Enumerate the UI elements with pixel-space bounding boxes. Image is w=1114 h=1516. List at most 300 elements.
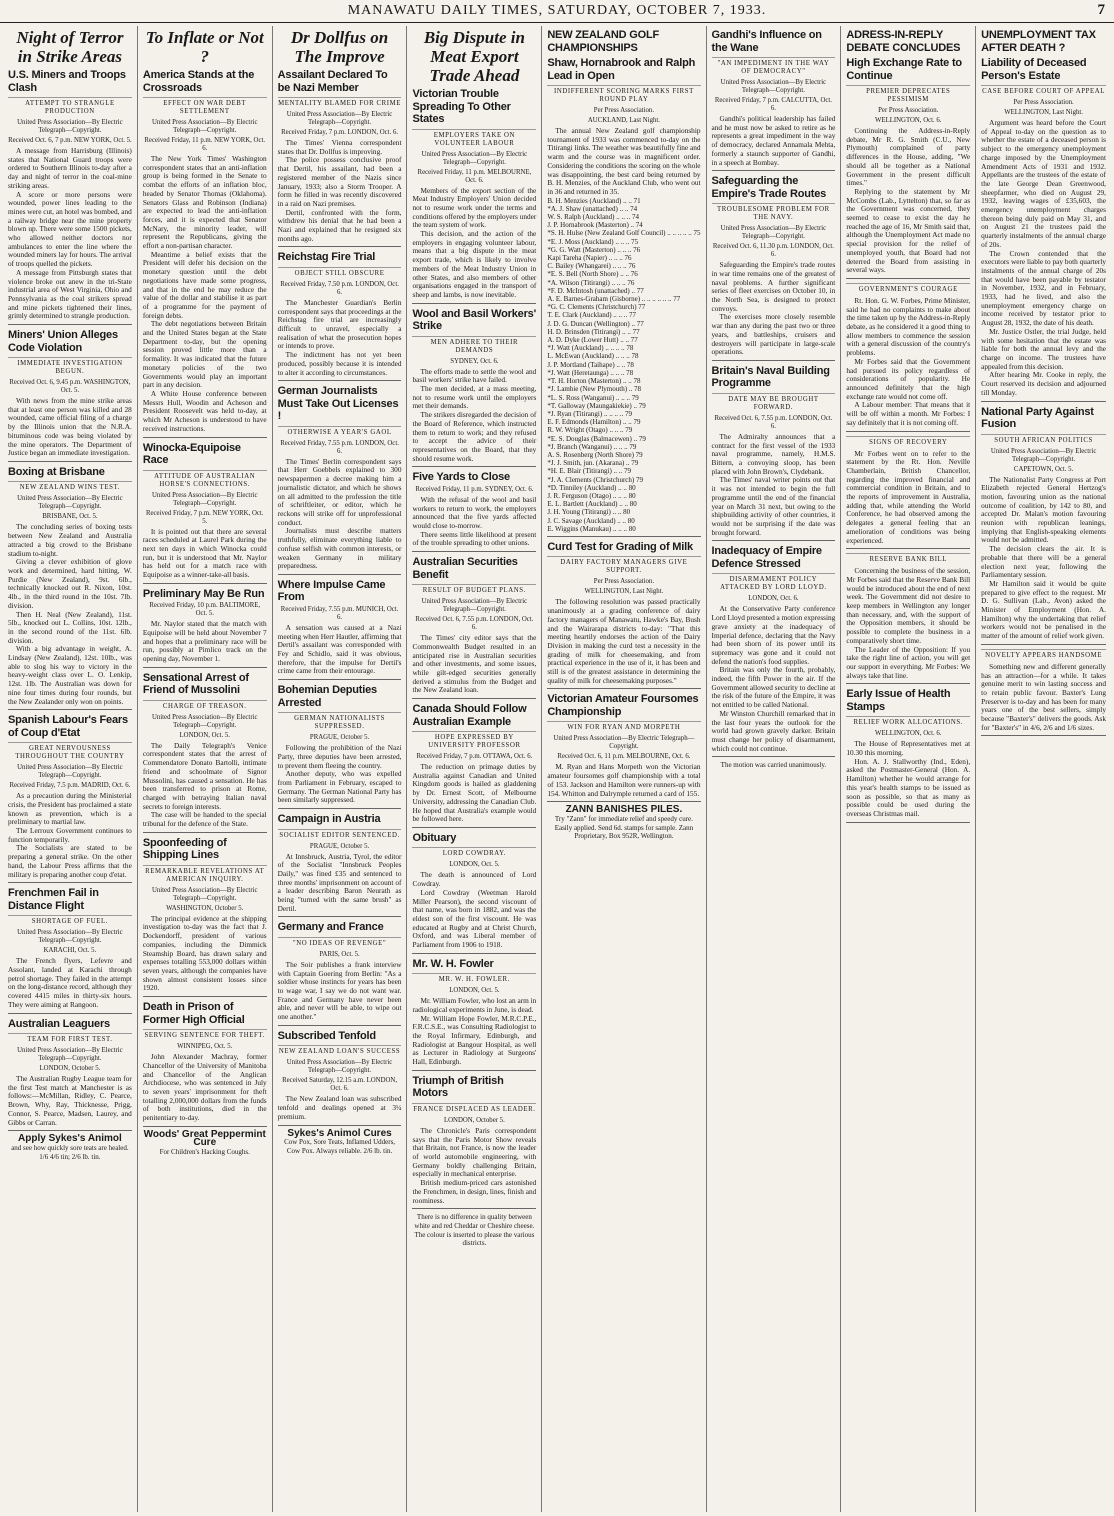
credit: United Press Association—By Electric Telegraph—Copyright. xyxy=(720,225,827,241)
advert-text: Try "Zann" for immediate relief and speedy cure. Easily applied. Send 6d. stamps for sample. Zann Proprietary, Box 952R, Wellington. xyxy=(554,815,694,841)
advert-text: and see how quickly sore teats are healed. 1/6 4/6 tin; 2/6 lb. tin. xyxy=(11,1143,129,1161)
score-row: *F. D. McIntosh (unattached) .. 77 xyxy=(547,286,644,295)
score-row: J. H. Young (Titirangi) .. .. 80 xyxy=(547,508,631,517)
paragraph: With the refusal of the wool and basil workers to return to work, the employers announced that the five yards affected would close to-morrow. xyxy=(412,494,537,530)
subheadline-secondary: Shaw, Hornabrook and Ralph Lead in Open xyxy=(547,57,696,82)
score-row: *A. J. Shaw (unattached) .. .. 74 xyxy=(547,204,638,213)
deck: TROUBLESOME PROBLEM FOR THE NAVY. xyxy=(712,203,836,222)
deck: EMPLOYERS TAKE ON VOLUNTEER LABOUR xyxy=(412,129,536,148)
subheadline: Spoonfeeding of Shipping Lines xyxy=(142,836,227,862)
article-body xyxy=(8,1075,132,1127)
dateline: Received Oct. 6, 7 p.m. NEW YORK, Oct. 5. xyxy=(8,137,132,144)
paragraph: A message from Harrisburg (Illinois) states that National Guard troops were ordered to Southern Illinois to-day after a day and night of terror in the coal-mine striking areas. xyxy=(8,146,132,190)
article-body xyxy=(8,792,132,879)
credit: United Press Association—By Electric Telegraph—Copyright. xyxy=(990,447,1097,463)
score-row: A. E. Barnes-Graham (Gisborne) .. .. .. .. .. .. 77 xyxy=(547,295,681,304)
article-signs-of-recovery xyxy=(846,436,970,550)
dateline: Received Oct. 6, 7.55 p.m. LONDON, Oct. 6. xyxy=(714,414,833,430)
dateline: KARACHI, Oct. 5. xyxy=(43,947,97,955)
article-meat-export xyxy=(412,28,536,304)
article-trade-routes xyxy=(712,175,836,361)
article-body xyxy=(143,742,267,829)
subheadline: Death in Prison of Former High Official xyxy=(142,1001,245,1026)
paragraph: Replying to the statement by Mr McCombs (Lab., Lyttelton) that, so far as the Government was concerned, they seemed to cease to exist the day he reached the age of 16, Mr Smith said that, although the Unemployment Act made no special provision for the relief of unemployed youth, that Board had not deterred the Board from assisting in several ways. xyxy=(846,186,971,275)
score-row: J. C. Savage (Auckland) .. .. 80 xyxy=(547,516,635,525)
score-row: E. Wiggins (Manukau) .. .. .. 80 xyxy=(547,524,636,533)
deck: DATE MAY BE BROUGHT FORWARD. xyxy=(712,393,836,412)
score-row: *J. A. Clements (Christchurch) 79 xyxy=(547,475,643,484)
subheadline: ADRESS-IN-REPLY DEBATE CONCLUDES xyxy=(846,29,961,54)
subheadline: UNEMPLOYMENT TAX AFTER DEATH ? xyxy=(981,29,1096,54)
headline: To Inflate or Not ? xyxy=(145,28,264,66)
subheadline-secondary: High Exchange Rate to Continue xyxy=(846,57,962,82)
score-row: *J. J. Smith, jun. (Akarana) .. 79 xyxy=(547,459,639,468)
paragraph: The Times' city editor says that the Commonwealth Budget resulted in an anticipated rise in Australian securities and other investments, and some issues, while gilt-edged securities generally derived a stimulus from the Budget and the New Zealand loan. xyxy=(412,633,537,695)
score-row: *E. S. Douglas (Balmacewen) .. 79 xyxy=(547,434,646,443)
article-national-party xyxy=(981,406,1106,645)
article-germany-france xyxy=(278,921,402,1025)
dateline: Received Friday, 11 p.m. SYDNEY, Oct. 6. xyxy=(415,485,534,493)
paragraph: The debt negotiations between Britain and the United States began at the State Department to-day, but the opening session proved little more than a formality. It was indicated that the future monetary policies of the two Governments would play an important part in any decision. xyxy=(142,319,267,390)
subheadline: Five Yards to Close xyxy=(412,471,510,484)
paragraph: There seems little likelihood at present of the trouble spreading to other unions. xyxy=(412,529,537,548)
article-body xyxy=(412,634,536,695)
article-empire-defence xyxy=(712,545,836,757)
article-frenchmen-flight xyxy=(8,887,132,1013)
dateline: Received Friday, 7.55 p.m. MUNICH, Oct. 6. xyxy=(280,605,399,621)
dateline: WELLINGTON, Last Night. xyxy=(584,588,664,596)
article-reserve-bank xyxy=(846,553,970,684)
score-row: B. H. Menzies (Auckland) .. .. 71 xyxy=(547,196,641,205)
paragraph: Concerning the business of the session, Mr Forbes said that the Reserve Bank Bill would be introduced about the end of next week. The Government did not desire to keep members in Wellington any longer than necessary, and, with the support of the Opposition members, it should be possible to complete the business in a comparatively short time. xyxy=(846,566,971,645)
advert-title: Woods' Great Peppermint Cure xyxy=(143,1128,266,1149)
dateline: CAPETOWN, Oct. 5. xyxy=(1013,465,1074,473)
deck: NEW ZEALAND LOAN'S SUCCESS xyxy=(278,1045,402,1056)
score-row: R. W. Wright (Otago) .. .. .. 79 xyxy=(547,426,633,435)
subheadline: Australian Securities Benefit xyxy=(412,556,518,581)
column-3 xyxy=(273,26,408,1512)
deck: RELIEF WORK ALLOCATIONS. xyxy=(846,716,970,727)
advert-title: Apply Sykes's Animol xyxy=(18,1133,122,1145)
paragraph: Argument was heard before the Court of Appeal to-day on the question as to whether the estate of a deceased person is subject to the emergency unemployment charge imposed by the Unemployment Amendment Acts of 1931 and 1932. Appellants are the trustees of the estate of the late George Dean Greenwood, sheepfarmer, who died on August 29, 1932, leaving wages of £35,603, the emergency unemployment charges thereon being duly paid on May 31, and on August 21 the trustees paid the quarterly instalments of the annual charge of 20s. xyxy=(981,118,1106,249)
article-body xyxy=(412,368,536,464)
score-row: *G. G. Watt (Masterton) .. .. .. 76 xyxy=(547,245,641,254)
paragraph: The Soir publishes a frank interview with Captain Goering from Berlin: "As a soldier whose instincts for years has been to wage war, I say we do not want war. France and Germany have never been able, and never will be able, to wipe out one another." xyxy=(277,959,402,1022)
masthead xyxy=(0,0,1114,23)
article-golf xyxy=(547,29,700,537)
column-8 xyxy=(976,26,1111,1512)
dateline: LONDON, Oct. 5. xyxy=(449,861,500,869)
paragraph: The decision clears the air. It is probable that there will be a general election next year, following the Parliamentary session. xyxy=(981,544,1106,580)
masthead-title: MANAWATU DAILY TIMES, SATURDAY, OCTOBER 7, 1933. xyxy=(347,3,767,18)
article-preliminary xyxy=(143,588,267,668)
article-night-of-terror xyxy=(8,28,132,325)
article-body xyxy=(143,1053,267,1123)
paragraph: Mr. William Hope Fowler, M.R.C.P.E., F.R.C.S.E., was Consulting Radiologist to the Royal Infirmary, Edinburgh, and Radiologist at Bangour Hospital, as well as Lecturer in Radiology at Surgeons' Hall, Edinburgh. xyxy=(412,1013,537,1067)
dateline: Received Friday, 7 p.m. LONDON, Oct. 6. xyxy=(281,129,399,136)
paragraph: The strikers disregarded the decision of the Board of Reference, which instructed them to return to work; and they refused to accept the advice of their representatives on the Board, that they should resume work. xyxy=(412,410,537,463)
paragraph: The Lerroux Government continues to function temporarily. xyxy=(8,826,132,844)
deck: NEW ZEALAND WINS TEST. xyxy=(8,481,132,492)
credit: Per Press Association. xyxy=(593,578,655,586)
paragraph: Mr. Naylor stated that the match with Equipoise will be held about November 7 and hopes that a preliminary race will be run, possibly at Pimlico track on the opening day, November 1. xyxy=(142,619,267,664)
paragraph: The Times' Vienna correspondent states that Dr. Dollfus is improving. xyxy=(277,138,402,156)
article-dollfus xyxy=(278,28,402,247)
page-number: 7 xyxy=(1097,2,1106,18)
article-victorian-foursomes xyxy=(547,693,700,802)
score-row: J. R. Ferguson (Otago) .. .. .. 80 xyxy=(547,491,636,500)
paragraph: The Socialists are stated to be preparing a general strike. On the other hand, the Labour Press affirms that the military is preparing another coup d'etat. xyxy=(8,843,132,879)
paragraph: Gandhi's political leadership has failed and he must now be asked to retire as he represents a great impediment in the way of democracy, declared Annamala Mehta, formerly a staunch supporter of Gandhi, in a speech at Bombay. xyxy=(711,114,836,167)
credit: United Press Association—By Electric Telegraph—Copyright. xyxy=(151,886,258,902)
paragraph: Hon. A. J. Stallworthy (Ind., Eden), asked the Postmaster-General (Hon. A. Hamilton) whether he would arrange for this year's health stamps to be issued as soon as possible, so that as many as possible could be used during the overseas Christmas mail. xyxy=(846,756,971,818)
paragraph: Mr Hamilton said it would be quite prepared to give effect to the request. Mr D. G. Sullivan (Lab., Avon) asked the Minister of Employment (Hon. A. Hamilton) why the undertaking that relief workers would not be penalised in the matter of the amount of relief work given. xyxy=(981,578,1106,641)
dateline: PRAGUE, October 5. xyxy=(309,734,370,742)
deck: HOPE EXPRESSED BY UNIVERSITY PROFESSOR xyxy=(412,731,536,750)
paragraph: Dertil, confronted with the form, withdrew his denial that he had been a Nazi and explained that he resigned six months ago. xyxy=(277,207,402,243)
subheadline: Wool and Basil Workers' Strike xyxy=(412,307,537,333)
score-row: A. D. Dyke (Lower Hutt) .. .. 77 xyxy=(547,336,638,345)
paragraph: The Leader of the Opposition: If you take the right line of action, you will get our support in everything. Mr Forbes: We always take that line. xyxy=(846,644,971,680)
subheadline: Germany and France xyxy=(277,921,384,934)
paragraph: The following resolution was passed practically unanimously at a grading conference of dairy factory managers of Manawatu, Hawke's Bay, Bush and the Wairarapa districts to-day: "That this meeting heartily endorses the action of the Dairy Division in making the curd test a necessity in the grading of milk for cheesemaking, and from practical experience in the use of it, it has been and still is of the greatest assistance in determining the quality of milk for cheesemaking purposes." xyxy=(547,597,701,685)
article-winocka xyxy=(143,442,267,584)
article-body xyxy=(412,997,536,1067)
advert-text: Cow Pox, Sore Teats, Inflamed Udders, Cow Pox. Always reliable. 2/6 lb. tin. xyxy=(284,1138,396,1155)
paragraph: The Nationalist Party Congress at Port Elizabeth rejected General Hertzog's motion, favouring union as the national outcome of coalition, by 142 to 80, and accepted Dr. Malan's motion favouring reunion with republican leanings, implying that English-speaking elements would not be admitted. xyxy=(981,474,1106,545)
score-row: J. P. Mortland (Taihape) .. .. 78 xyxy=(547,360,634,369)
paragraph: The French flyers, Lefevre and Assolant, landed at Karachi through petrol shortage. They failed in the attempt on the long-distance record, although they covered 4415 miles in thirty-six hours. They were aiming at Rangoon. xyxy=(8,956,132,1009)
deck: SHORTAGE OF FUEL. xyxy=(8,915,132,926)
subheadline: Preliminary May Be Run xyxy=(142,587,265,600)
subheadline-secondary: Liability of Deceased Person's Estate xyxy=(981,57,1087,82)
credit: Per Press Association. xyxy=(878,107,939,114)
subheadline: Victorian Amateur Foursomes Championship xyxy=(547,693,699,718)
deck: PREMIER DEPRECATES PESSIMISM xyxy=(846,85,970,104)
dateline: BRISBANE, Oct. 5. xyxy=(42,513,98,521)
score-list xyxy=(547,197,700,533)
deck: WIN FOR RYAN AND MORPETH xyxy=(547,721,700,732)
deck: "AN IMPEDIMENT IN THE WAY OF DEMOCRACY" xyxy=(712,57,836,76)
paragraph: The annual New Zealand golf championship tournament of 1933 was commenced to-day on the Titirangi links. The weather was beautifully fine and warm and the course was in magnificent order. Considering the conditions the scoring on the whole was disappointing, the best card being returned by B. H. Menzies, of the Auckland Club, who went out in 36 and returned in 35. xyxy=(547,126,701,196)
paragraph: Giving a clever exhibition of glove work and determined, hard hitting, W. Purdie (New Zealand), 9st. 6lb., technically knocked out R. Nixon, 10st. 4lb., in the third round in the 10st. 7lb. division. xyxy=(8,557,132,610)
paragraph: Mr. Justice Ostler, the trial Judge, held with some hesitation that the estate was liable for both the annual levy and the charge on income. The trustees have appealed from this decision. xyxy=(981,326,1106,371)
score-row: *J. Watt (Heretaunga) .. .. .. 78 xyxy=(547,368,634,377)
score-row: C. Bailey (Whangarei) .. .. .. 76 xyxy=(547,262,636,271)
article-body xyxy=(712,605,836,753)
section-head: GOVERNMENT'S COURAGE xyxy=(846,283,970,294)
subheadline: Safeguarding the Empire's Trade Routes xyxy=(711,175,827,200)
score-row: *G. C. Clements (Christchurch) 77 xyxy=(547,303,646,312)
article-reichstag xyxy=(278,251,402,381)
section-head: SIGNS OF RECOVERY xyxy=(846,436,970,447)
article-body xyxy=(143,620,267,664)
article-novelty xyxy=(981,649,1106,737)
subheadline: Gandhi's Influence on the Wane xyxy=(711,29,822,54)
credit: United Press Association—By Electric Telegraph—Copyright. xyxy=(553,735,695,751)
credit: Per Press Association. xyxy=(1013,99,1074,106)
paragraph: As a precaution during the Ministerial crisis, the President has proclaimed a state known as prevention, which is a preliminary to martial law. xyxy=(8,791,132,827)
dateline: Received Oct. 6, 9.45 p.m. WASHINGTON, Oct. 5. xyxy=(9,379,131,395)
score-row: *J. Watt (Auckland) .. .. .. .. 78 xyxy=(547,344,634,353)
article-body xyxy=(8,397,132,458)
dateline: PRAGUE, October 5. xyxy=(309,842,370,850)
deck: FRANCE DISPLACED AS LEADER. xyxy=(412,1103,536,1114)
deck: ATTITUDE OF AUSTRALIAN HORSE'S CONNECTIONS. xyxy=(143,470,267,489)
article-australian-leaguers xyxy=(8,1018,132,1132)
score-row: A. S. Rosenberg (North Shore) 79 xyxy=(547,450,643,459)
article-british-motors xyxy=(412,1075,536,1209)
article-body xyxy=(278,299,402,377)
paragraph: The Chronicle's Paris correspondent says that the Paris Motor Show reveals that Britain, not France, is now the leader of world automobile engineering, with Germany boldly challenging Britain, especially in mechanical enterprise. xyxy=(412,1125,537,1179)
paragraph: The New York Times' Washington correspondent states that an anti-inflation group is being formed in the Senate to combat the efforts of an inflation bloc, headed by Senator Thomas (Oklahoma). Senators Glass and Robinson (Indiana) are expected to lead the anti-inflation forces, and it is expected that Senator McNary, the minority leader, will represent the Republicans, giving the effort a non-partisan character. xyxy=(142,154,267,251)
deck: GERMAN NATIONALISTS SUPPRESSED. xyxy=(278,712,402,731)
credit: United Press Association—By Electric Telegraph—Copyright. xyxy=(720,79,827,94)
paragraph: With a big advantage in weight, A. Lindsay (New Zealand), 12st. 10lb., was able to slog his way to victory in the heavy-weight class over L. O. Lenkip, 12st. 1lb. The Australian was down for nine four times during four rounds, but the New Zealander only won on points. xyxy=(8,644,132,706)
article-five-yards xyxy=(412,471,536,552)
score-row: T. E. Clark (Auckland) .. .. .. 77 xyxy=(547,311,637,320)
article-body xyxy=(412,187,536,300)
paragraph: A message from Pittsburgh states that violence broke out anew in the tri-State industrial area of West Virginia, Ohio and Pennsylvania as the coal strikers spread and mine pickets tightened their lines, grimly determined to strangle production. xyxy=(8,267,132,321)
subheadline: Boxing at Brisbane xyxy=(8,465,105,478)
paragraph: The Crown contended that the executors were liable to pay both quarterly instalments of the annual charge of 20s that would have been payable by testator in November, 1932, and in February, 1933, had he lived, and also the unemployment emergency charge on income received by testator prior to August 28, 1932, the date of his death. xyxy=(981,248,1106,328)
article-body xyxy=(846,297,970,428)
dateline: Received Friday, 7 p.m. OTTAWA, Oct. 6. xyxy=(416,753,533,761)
score-row: *J. Lambie (New Plymouth) .. 78 xyxy=(547,385,642,394)
score-row: J. P. Hornabrook (Masterton) .. 74 xyxy=(547,221,643,230)
paragraph: At Innsbruck, Austria, Tyrol, the editor of the Socialist "Innsbruck Peoples Daily," was fined £35 and sentenced to three months' imprisonment on account of a leader describing Baron Neurath as being "turned with the same brush" as Dertil. xyxy=(277,851,402,913)
article-body xyxy=(8,523,132,706)
score-row: *D. Tinniley (Auckland) .. .. 80 xyxy=(547,483,636,492)
article-body xyxy=(981,663,1106,733)
article-body xyxy=(8,957,132,1009)
score-row: *J. Branch (Wanganui) .. .. .. 79 xyxy=(547,442,637,451)
article-boxing-brisbane xyxy=(8,466,132,710)
dateline: LONDON, Oct. 5. xyxy=(449,987,500,995)
paragraph: M. Ryan and Hans Morpeth won the Victorian amateur foursomes golf championship with a total of 153. Jackson and Hamilton were runners-up with 154. Whitton and Dalrymple returned a card of 155. xyxy=(547,762,701,798)
paragraph: The Australian Rugby League team for the first Test match at Manchester is as follows:—McMillan, Ridley, C. Pearce, Brown, Why, Ray, Thicknesse, Prigg, Connor, S. Pearce, Madsen, Laurey, and Gibbs or Carran. xyxy=(8,1074,132,1127)
subheadline: America Stands at the Crossroads xyxy=(142,69,255,94)
paragraph: The Manchester Guardian's Berlin correspondent says that proceedings at the Reichstag fire trial are increasingly difficult to unravel, especially a realisation of what the prosecution hopes or intends to prove. xyxy=(277,297,402,351)
subheadline: Campaign in Austria xyxy=(277,813,381,826)
paragraph: After hearing Mr. Cooke in reply, the Court reserved its decision and adjourned till Monday. xyxy=(981,370,1106,397)
credit: United Press Association—By Electric Telegraph—Copyright. xyxy=(151,119,258,134)
paragraph: The death is announced of Lord Cowdray. xyxy=(412,870,537,889)
advert-title: Sykes's Animol Cures xyxy=(287,1127,392,1139)
dateline: Received Friday, 10 p.m. BALTIMORE, Oct. 5. xyxy=(149,602,261,618)
paragraph: Safeguarding the Empire's trade routes in war time remains one of the greatest of naval problems. A further significant series of fleet exercises on October 10, in the North Sea, is designed to protect convoys. xyxy=(711,260,836,313)
article-wool-strike xyxy=(412,308,536,468)
headline: Dr Dollfus on The Improve xyxy=(290,28,389,66)
score-row: *E. S. Bell (North Shore) .. .. 76 xyxy=(547,270,638,279)
advert-title: ZANN BANISHES PILES. xyxy=(565,804,683,816)
dateline: Received Friday, 7.5 p.m. MADRID, Oct. 6. xyxy=(9,782,131,790)
column-7 xyxy=(841,26,976,1512)
score-row: J. D. G. Duncan (Wellington) .. 77 xyxy=(547,319,644,328)
dateline: AUCKLAND, Last Night. xyxy=(587,117,660,124)
deck: MENTALITY BLAMED FOR CRIME xyxy=(278,97,402,108)
subheadline: Bohemian Deputies Arrested xyxy=(277,684,377,709)
dateline: Received Friday, 11 p.m. MELBOURNE, Oct. 6. xyxy=(417,168,532,184)
article-body xyxy=(143,155,267,434)
subheadline: Mr. W. H. Fowler xyxy=(412,957,494,970)
paragraph: Then H. Neal (New Zealand), 11st. 5lb., knocked out L. Collins, 10st. 12lb., in the second round of the 11st. 6lb. division. xyxy=(8,609,132,645)
deck: CASE BEFORE COURT OF APPEAL xyxy=(981,85,1106,96)
paragraph: Meantime a belief exists that the President will defer his decision on the monetary question until the debt negotiations have made some progress, and that in the end he may reduce the value of the dollar and stabilise it as part of a programme for the payment of foreign debts. xyxy=(142,249,267,320)
article-body xyxy=(278,744,402,805)
article-fowler xyxy=(412,958,536,1071)
paragraph: Britain was only the fourth, probably, indeed, the fifth Power in the air. If the Government allowed security to decline at the risk of the future of the Empire, it was not entitled to be called National. xyxy=(711,665,836,710)
article-body xyxy=(278,624,402,676)
deck: DAIRY FACTORY MANAGERS GIVE SUPPORT. xyxy=(547,556,700,575)
paragraph: A Labour member: That means that it will be off within a month. Mr Forbes: I say definitely that it is not coming off. xyxy=(846,400,971,427)
paragraph: The reduction on primage duties by Australia against Canadian and United Kingdom goods is hailed as gladdening by Dr. Ernest Scott, of Melbourne University, addressing the Canadian Club. He hoped that Australia's example would be followed here. xyxy=(412,762,537,824)
article-journalists xyxy=(278,385,402,575)
dateline: LONDON, October 5. xyxy=(39,1065,101,1072)
paragraph: A White House conference between Messrs Hull, Woodin and Acheson and President Roosevelt was held to-day, at which Mr Acheson is understood to have received instructions. xyxy=(142,388,267,433)
deck: DISARMAMENT POLICY ATTACKED BY LORD LLOYD. xyxy=(712,573,836,592)
article-body xyxy=(547,763,700,798)
credit: United Press Association—By Electric Telegraph—Copyright. xyxy=(421,150,528,166)
article-body xyxy=(143,915,267,993)
dateline: Received Oct. 6, 7.55 p.m. LONDON, Oct. 6. xyxy=(415,616,534,632)
article-body xyxy=(981,476,1106,641)
paragraph: With news from the mine strike areas that at least one person was killed and 28 wounded, came official filing of a charge by the Illinois union that the N.R.A. bituminous code was being violated by the mine operators. The Department of Justice began an immediate investigation. xyxy=(8,396,132,458)
dateline: LONDON, Oct. 5. xyxy=(179,731,230,739)
subheadline: Victorian Trouble Spreading To Other States xyxy=(412,88,511,125)
credit: United Press Association—By Electric Telegraph—Copyright. xyxy=(151,491,258,507)
article-miners-union xyxy=(8,329,132,462)
subheadline: German Journalists Must Take Out Licenses ! xyxy=(277,385,399,423)
subheadline: Miners' Union Alleges Code Violation xyxy=(8,329,118,354)
advert-text: There is no difference in quality between white and red Cheddar or Cheshire cheese. The colour is inserted to please the various districts. xyxy=(414,1213,535,1248)
paragraph: Members of the export section of the Meat Industry Employers' Union decided not to resume work under the terms and conditions offered by the employers under the team system of work. xyxy=(412,185,537,230)
credit: United Press Association—By Electric Telegraph—Copyright. xyxy=(17,929,123,945)
dateline: SYDNEY, Oct. 6. xyxy=(450,357,499,365)
deck: OTHERWISE A YEAR'S GAOL xyxy=(278,426,402,437)
column-5 xyxy=(542,26,706,1512)
paragraph: Journalists must describe matters truthfully, eliminate everything liable to confuse selfish with common interests, or weaken Germany in military preparedness. xyxy=(277,526,402,571)
score-row: E. L. Bartlett (Auckland) .. .. 80 xyxy=(547,500,637,509)
paragraph: This decision, and the action of the employers in engaging volunteer labour, means that a big dispute in the meat export trade, which is likely to involve members of the Meat Industry Union in other States, and also members of other organisations engaged in the transport of sheep and lambs, is now inevitable. xyxy=(412,229,537,299)
subheadline: Where Impulse Came From xyxy=(277,578,386,604)
score-row: *H. E. Blair (Titirangi) .. .. 79 xyxy=(547,467,632,476)
article-body xyxy=(846,567,970,680)
headline: Night of Terror in Strike Areas xyxy=(16,28,124,66)
deck: EFFECT ON WAR DEBT SETTLEMENT xyxy=(143,97,267,116)
dateline: Received Friday, 11 p.m. NEW YORK, Oct. 6. xyxy=(144,137,266,152)
paragraph: The efforts made to settle the wool and basil workers' strike have failed. xyxy=(412,366,537,385)
deck: TEAM FOR FIRST TEST. xyxy=(8,1033,132,1044)
article-to-inflate xyxy=(143,28,267,438)
subheadline: Winocka-Equipoise Race xyxy=(142,441,241,466)
dateline: WELLINGTON, Last Night. xyxy=(1004,109,1083,116)
score-row: *A. Wilson (Titirangi) .. .. .. 76 xyxy=(547,278,635,287)
columns xyxy=(3,26,1111,1512)
paragraph: Another deputy, who was expelled from Parliament in February, escaped to Germany. The German National Party has been similarly suppressed. xyxy=(277,769,402,805)
subheadline: Canada Should Follow Australian Example xyxy=(412,703,527,728)
subheadline: Obituary xyxy=(412,831,457,844)
article-body xyxy=(8,147,132,321)
article-body xyxy=(846,740,970,818)
subheadline: Australian Leaguers xyxy=(8,1017,110,1030)
subheadline: Britain's Naval Building Programme xyxy=(711,364,830,390)
paragraph: The police possess conclusive proof that Dertil, his assailant, had been a registered member of the Nazis since January, 1933; also a Storm Trooper. A form he filled in was recently discovered in a raid on Nazi premises. xyxy=(277,155,402,208)
subheadline: NEW ZEALAND GOLF CHAMPIONSHIPS xyxy=(547,29,659,54)
article-body xyxy=(712,261,836,357)
article-curd-test xyxy=(547,541,700,690)
article-body xyxy=(412,1127,536,1205)
deck: MEN ADHERE TO THEIR DEMANDS xyxy=(412,336,536,355)
article-gandhi xyxy=(712,29,836,171)
article-body xyxy=(846,127,970,275)
column-4 xyxy=(407,26,542,1512)
dateline: PARIS, Oct. 5. xyxy=(319,950,360,958)
deck: ATTEMPT TO STRANGLE PRODUCTION xyxy=(8,97,132,116)
subheadline: Subscribed Tenfold xyxy=(277,1029,376,1042)
article-body xyxy=(412,871,536,949)
article-obituary xyxy=(412,832,536,954)
dateline: LONDON, October 5. xyxy=(444,1116,505,1124)
article-body xyxy=(547,598,700,685)
paragraph: Continuing the Address-in-Reply debate, Mr R. G. Smith (C.U., New Plymouth) complained of party differences in the House, adding, "We should all be together as a National Government in the present difficult times." xyxy=(846,126,971,188)
score-row: *T. H. Horton (Masterton) .. .. 78 xyxy=(547,377,641,386)
credit: United Press Association—By Electric Telegraph—Copyright. xyxy=(17,1047,123,1062)
article-body xyxy=(712,115,836,167)
dateline: Received Friday, 7.55 p.m. LONDON, Oct. 6. xyxy=(280,439,399,455)
paragraph: Mr. William Fowler, who lost an arm in radiological experiments in June, is dead. xyxy=(412,996,537,1014)
column-2 xyxy=(138,26,273,1512)
article-body xyxy=(278,139,402,243)
paragraph: Mr Forbes said that the Government had pursued its policy regardless of considerations of popularity. He announced definitely that the high exchange rate would not come off. xyxy=(846,356,971,401)
paragraph: The men decided, at a mass meeting, not to resume work until the employers met their demands. xyxy=(412,384,537,411)
dateline: WELLINGTON, Oct. 6. xyxy=(875,117,942,124)
deck: MR. W. H. FOWLER. xyxy=(412,973,536,984)
deck: LORD COWDRAY. xyxy=(412,847,536,858)
closing-line: The motion was carried unanimously. xyxy=(720,761,827,770)
dateline: WINNIPEG, Oct. 5. xyxy=(177,1043,233,1051)
article-address-in-reply xyxy=(846,29,970,279)
subheadline: Early Issue of Health Stamps xyxy=(846,688,951,713)
paragraph: A score or more persons were wounded, power lines leading to the mines were cut, an hotel was bombed, and a railway bridge near the mine property blown up. There were some 1500 pickets, who allowed neither doctors nor ambulances to enter the line where the wounded miners lay for hours. The arrival of troops quelled the pickets. xyxy=(8,189,132,269)
article-spoonfeeding xyxy=(143,837,267,997)
credit: United Press Association—By Electric Telegraph—Copyright. xyxy=(17,119,123,134)
subheadline: Reichstag Fire Trial xyxy=(277,251,376,264)
credit: United Press Association—By Electric Telegraph—Copyright. xyxy=(17,495,123,511)
score-row: *S. H. Hulse (New Zealand Golf Council) .. .. .. .. .. 75 xyxy=(547,229,701,238)
paragraph: John Alexander Machray, former Chancellor of the University of Manitoba and Chancellor of the Anglican Archdiocese, who was sentenced in July to seven years' imprisonment for theft totalling 2,000,000 dollars from the funds of both institutions, died in the penitentiary to-day. xyxy=(142,1052,267,1123)
paragraph: Mr Forbes went on to refer to the statement by the Rt. Hon. Neville Chamberlain, British Chancellor, regarding the improved financial and commercial condition in Britain, and to the reports of improvement in Australia, adding that, while attending the World Conference, he had observed among the delegates a general feeling that an amelioration of conditions was being experienced. xyxy=(846,448,971,545)
paragraph: The Admiralty announces that a contract for the first vessel of the 1933 naval programme, namely, H.M.S. Bittern, a convoying sloop, has been placed with John Brown's, Clydebank. xyxy=(711,431,836,476)
article-body xyxy=(412,763,536,824)
deck: RESULT OF BUDGET PLANS. xyxy=(412,584,536,595)
paragraph: The case will be handed to the special tribunal for the defence of the State. xyxy=(142,810,267,829)
article-naval-programme xyxy=(712,365,836,541)
subheadline: Frenchmen Fail in Distance Flight xyxy=(8,887,99,912)
dateline: Received Oct. 6, 11 p.m. MELBOURNE, Oct. 6. xyxy=(557,753,691,761)
paragraph: The Times' Berlin correspondent says that Herr Goebbels explained to 300 newspapermen a decree making him a journalistic dictator, and which he shows on all admitted to the profession the title of schriftleiter, or editor, which he reckons will strike off for unprofessional conduct. xyxy=(277,456,402,527)
headline: Big Dispute in Meat Export Trade Ahead xyxy=(423,28,525,85)
paragraph: At the Conservative Party conference Lord Lloyd presented a motion expressing grave anxiety at the inadequacy of Imperial defence, declaring that the Navy had been shorn of its power until its supremacy was gone and it could not defend the nation's food supplies. xyxy=(711,604,836,666)
article-body xyxy=(278,458,402,571)
paragraph: Something new and different generally has an attraction—for a while. It takes genuine merit to win lasting success and to retain public favour. Baxter's Lung Preserver is to-day and has been for many years one of the best sellers, simply because "Baxter's" delivers the goods. Ask for "Baxter's" in 4/6, 2/6 and 1/6 sizes. xyxy=(981,661,1106,732)
deck: SOCIALIST EDITOR SENTENCED. xyxy=(278,829,402,840)
deck: IMMEDIATE INVESTIGATION BEGUN. xyxy=(8,357,132,376)
credit: Per Press Association. xyxy=(593,107,655,114)
article-body xyxy=(278,961,402,1022)
score-row: *E. J. Moss (Auckland) .. .. .. 75 xyxy=(547,237,639,246)
dateline: Received Friday, 7.50 p.m. LONDON, Oct. 6. xyxy=(280,280,399,296)
